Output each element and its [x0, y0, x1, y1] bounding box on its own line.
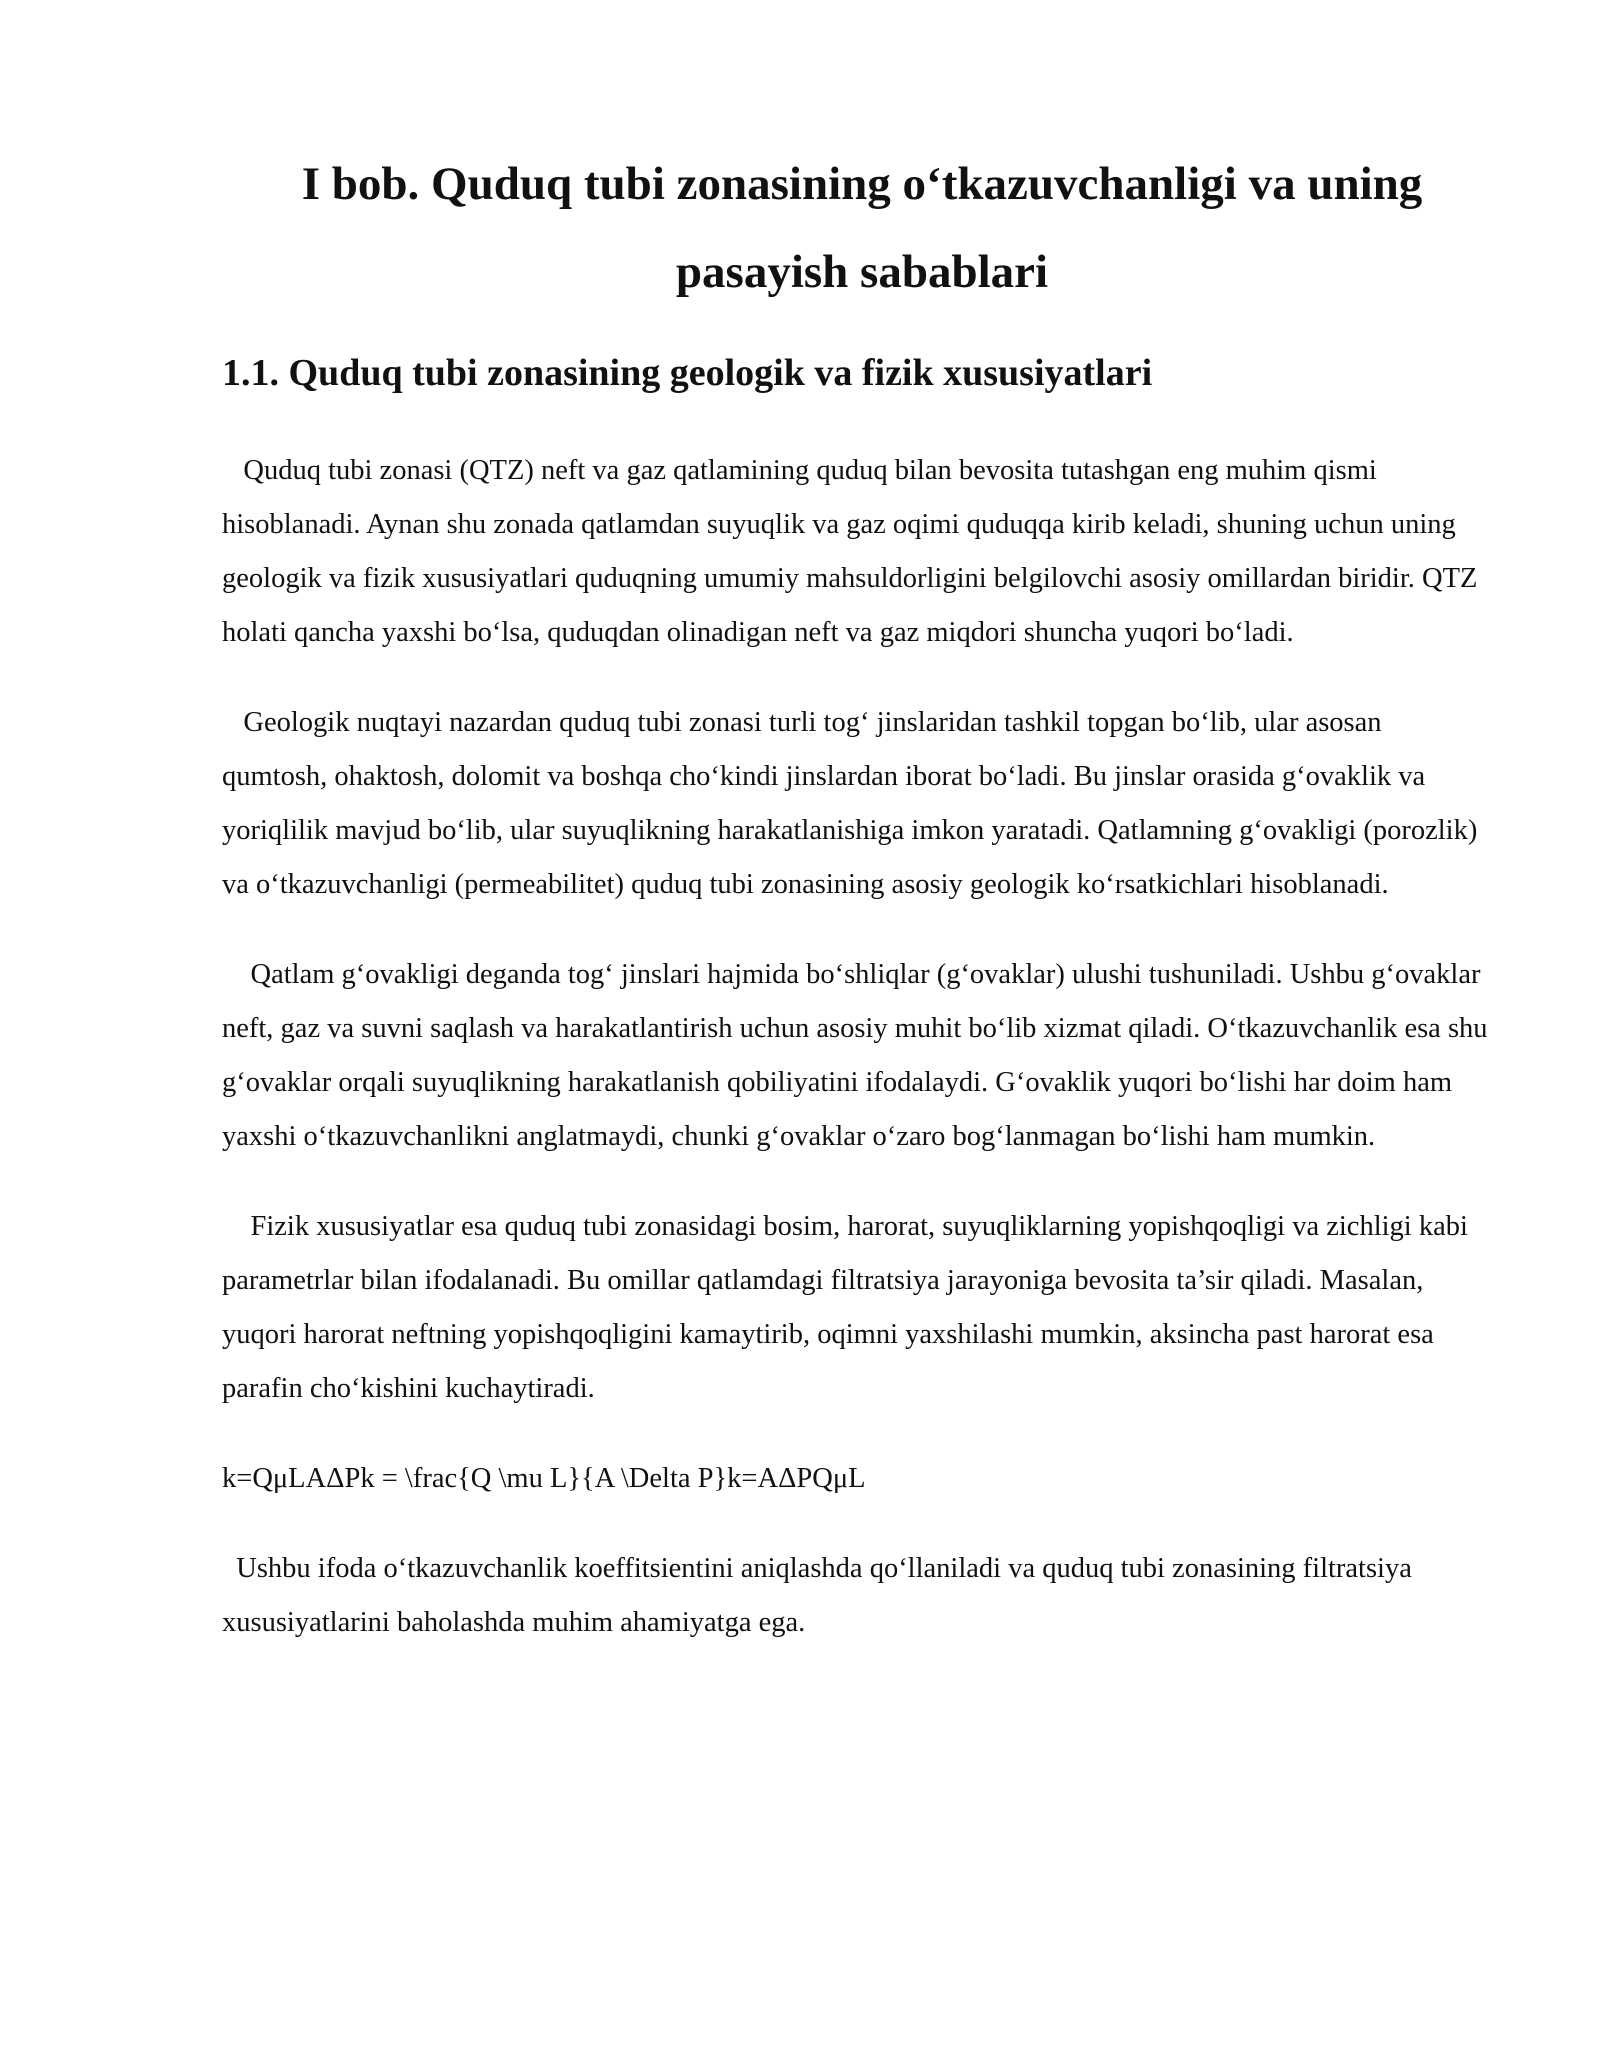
body-paragraph: Geologik nuqtayi nazardan quduq tubi zonasi turli tog‘ jinslaridan tashkil topgan bo‘lib, ular asosan qumtosh, ohaktosh, dolomit va boshqa cho‘kindi jinslardan iborat bo‘ladi. Bu jinslar orasida g‘ovaklik va yoriqlilik mavjud bo‘lib, ular suyuqlikning harakatlanishiga imkon yaratadi. Qatlamning g‘ovakligi (porozlik) va o‘tkazuvchanligi (permeabilitet) quduq tubi zonasining asosiy geologik ko‘rsatkichlari hisoblanadi. [222, 707, 1485, 900]
body-paragraph: Qatlam g‘ovakligi deganda tog‘ jinslari hajmida bo‘shliqlar (g‘ovaklar) ulushi tushuniladi. Ushbu g‘ovaklar neft, gaz va suvni saqlash va harakatlantirish uchun asosiy muhit bo‘lib xizmat qiladi. O‘tkazuvchanlik esa shu g‘ovaklar orqali suyuqlikning harakatlanish qobiliyatini ifodalaydi. G‘ovaklik yuqori bo‘lishi har doim ham yaxshi o‘tkazuvchanlikni anglatmaydi, chunki g‘ovaklar o‘zaro bog‘lanmagan bo‘lishi ham mumkin. [222, 959, 1495, 1152]
permeability-formula: k=QμLAΔPk = \frac{Q \mu L}{A \Delta P}k=AΔPQμL [222, 1463, 866, 1494]
section-title: 1.1. Quduq tubi zonasining geologik va fizik xususiyatlari [222, 352, 1153, 394]
chapter-title [222, 140, 1492, 316]
body-paragraph: Quduq tubi zonasi (QTZ) neft va gaz qatlamining quduq bilan bevosita tutashgan eng muhim qismi hisoblanadi. Aynan shu zonada qatlamdan suyuqlik va gaz oqimi quduqqa kirib keladi, shuning uchun uning geologik va fizik xususiyatlari quduqning umumiy mahsuldorligini belgilovchi asosiy omillardan biridir. QTZ holati qancha yaxshi bo‘lsa, quduqdan olinadigan neft va gaz miqdori shuncha yuqori bo‘ladi. [222, 455, 1485, 648]
body-paragraph: Fizik xususiyatlar esa quduq tubi zonasidagi bosim, harorat, suyuqliklarning yopishqoqligi va zichligi kabi parametrlar bilan ifodalanadi. Bu omillar qatlamdagi filtratsiya jarayoniga bevosita ta’sir qiladi. Masalan, yuqori harorat neftning yopishqoqligini kamaytirib, oqimni yaxshilashi mumkin, aksincha past harorat esa parafin cho‘kishini kuchaytiradi. [222, 1211, 1476, 1404]
chapter-title-line1: I bob. Quduq tubi zonasining o‘tkazuvchanligi va uning [301, 158, 1423, 210]
chapter-title-line2: pasayish sabablari [675, 246, 1049, 298]
closing-paragraph: Ushbu ifoda o‘tkazuvchanlik koeffitsientini aniqlashda qo‘llaniladi va quduq tubi zonasining filtratsiya xususiyatlarini baholashda muhim ahamiyatga ega. [222, 1553, 1419, 1638]
document-page [222, 140, 1495, 1686]
